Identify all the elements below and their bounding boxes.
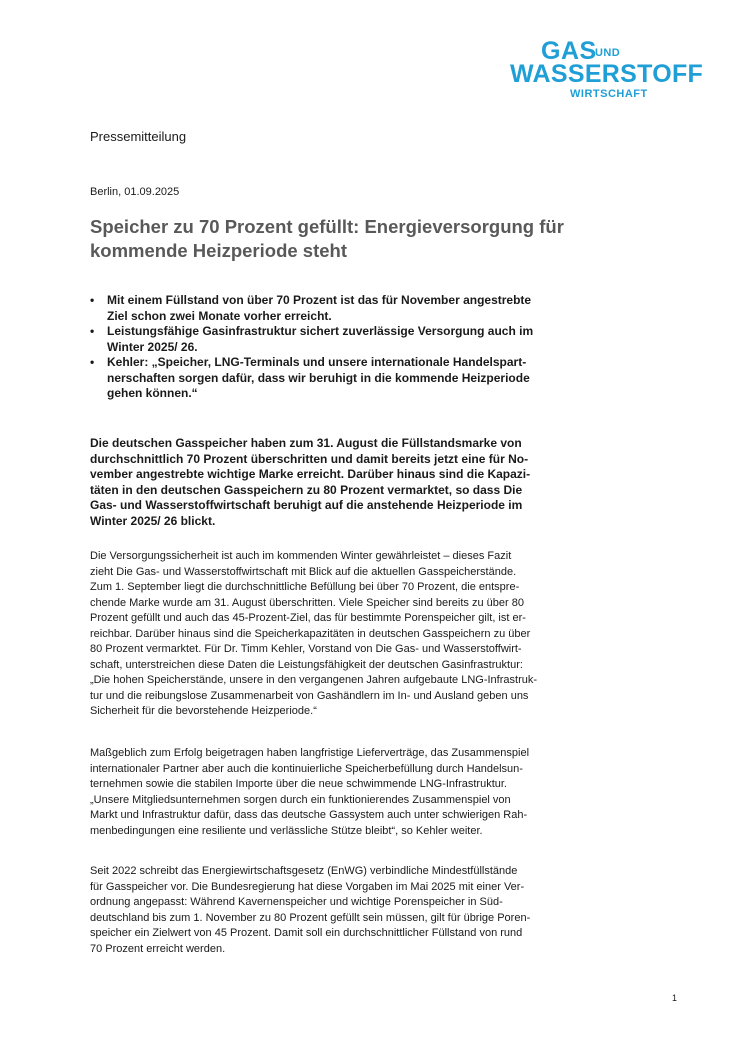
body-paragraph-success-factors <box>90 746 590 839</box>
body-line: internationaler Partner aber auch die kontinuierliche Speicherbefüllung durch Handelsun- <box>90 762 523 775</box>
body-line: Sicherheit für die bevorstehende Heizperiode.“ <box>90 705 317 717</box>
body-line: Seit 2022 schreibt das Energiewirtschaftsgesetz (EnWG) verbindliche Mindestfüllstände <box>90 865 518 877</box>
body-line: schaft, unterstreichen diese Daten die Leistungsfähigkeit der deutschen Gasinfrastruktur: <box>90 658 523 671</box>
bullet-text-line: Winter 2025/ 26. <box>107 339 198 354</box>
document-type-label: Pressemitteilung <box>90 129 187 144</box>
body-line: zieht Die Gas- und Wasserstoffwirtschaft mit Blick auf die aktuellen Gasspeicherstände. <box>90 565 517 578</box>
logo-text-wasserstoff: WASSERSTOFF <box>510 60 704 88</box>
body-line: tur und die reibungslose Zusammenarbeit von Gashändlern im In- und Ausland geben uns <box>90 689 529 702</box>
lead-line: durchschnittlich 70 Prozent überschritten und damit bereits jetzt eine für No- <box>90 451 529 466</box>
body-paragraph-supply-security <box>90 549 590 720</box>
bullet-text-line: Kehler: „Speicher, LNG-Terminals und unsere internationale Handelspart- <box>107 355 527 369</box>
body-line: Maßgeblich zum Erfolg beigetragen haben langfristige Lieferverträge, das Zusammenspiel <box>90 747 530 759</box>
dateline: Berlin, 01.09.2025 <box>90 186 180 198</box>
logo-text-wirtschaft: WIRTSCHAFT <box>570 88 648 100</box>
body-line: Prozent gefüllt und auch das 45-Prozent-Ziel, das für bestimmte Porenspeicher gilt, ist er- <box>90 612 526 624</box>
lead-line: Die deutschen Gasspeicher haben zum 31. August die Füllstandsmarke von <box>90 436 522 450</box>
body-line: chende Marke wurde am 31. August überschritten. Viele Speicher sind bereits zu über 80 <box>90 596 524 609</box>
lead-paragraph <box>90 436 582 529</box>
body-line: ordnung angepasst: Während Kavernenspeicher und wichtige Porenspeicher in Süd- <box>90 896 503 908</box>
press-release-headline <box>90 215 590 263</box>
bullet-text-line: Ziel schon zwei Monate vorher erreicht. <box>107 308 332 323</box>
body-line: reichbar. Darüber hinaus sind die Speicherkapazitäten in deutschen Gasspeichern zu über <box>90 627 531 640</box>
bullet-icon: • <box>90 293 95 307</box>
key-point-item <box>90 324 570 355</box>
bullet-icon: • <box>90 324 95 338</box>
body-line: Markt und Infrastruktur dafür, dass das deutsche Gassystem auch unter schwierigen Rah- <box>90 809 528 821</box>
lead-line: vember angestrebte wichtige Marke erreicht. Darüber hinaus sind die Kapazi- <box>90 467 531 481</box>
bullet-text-line: Leistungsfähige Gasinfrastruktur sichert zuverlässige Versorgung auch im <box>107 324 534 338</box>
body-line: menbedingungen eine resiliente und verlässliche Stütze bleibt“, so Kehler weiter. <box>90 824 483 837</box>
body-line: 70 Prozent erreicht werden. <box>90 942 226 955</box>
logo-text-und: UND <box>595 47 621 59</box>
body-line: Zum 1. September liegt die durchschnittliche Befüllung bei über 70 Prozent, die entspre- <box>90 581 520 593</box>
bullet-text-line: nerschaften sorgen dafür, dass wir beruhigt in die kommende Heizperiode <box>107 370 530 385</box>
body-line: „Unsere Mitgliedsunternehmen sorgen durch ein funktionierendes Zusammenspiel von <box>90 793 511 806</box>
bullet-icon: • <box>90 355 95 369</box>
headline-line: Speicher zu 70 Prozent gefüllt: Energieversorgung für <box>90 216 564 237</box>
headline-line: kommende Heizperiode steht <box>90 240 348 261</box>
body-line: deutschland bis zum 1. November zu 80 Prozent gefüllt sein müssen, gilt für übrige Poren- <box>90 911 531 924</box>
body-line: Die Versorgungssicherheit ist auch im kommenden Winter gewährleistet – dieses Fazit <box>90 550 512 562</box>
organization-logo <box>510 38 710 102</box>
logo-text-gas: GAS <box>541 37 597 65</box>
lead-line: Gas- und Wasserstoffwirtschaft beruhigt auf die anstehende Heizperiode im <box>90 498 523 512</box>
body-line: 80 Prozent vermarktet. Für Dr. Timm Kehler, Vorstand von Die Gas- und Wasserstoffwirt- <box>90 643 522 655</box>
body-paragraph-legal-requirements <box>90 864 590 957</box>
bullet-text-line: Mit einem Füllstand von über 70 Prozent ist das für November angestrebte <box>107 293 532 307</box>
lead-line: täten in den deutschen Gasspeichern zu 80 Prozent vermarktet, so dass Die <box>90 482 523 497</box>
body-line: für Gasspeicher vor. Die Bundesregierung hat diese Vorgaben im Mai 2025 mit einer Ver- <box>90 880 525 893</box>
key-point-item <box>90 355 570 402</box>
body-line: ternehmen sowie die stabilen Importe über die neue schwimmende LNG-Infrastruktur. <box>90 778 507 790</box>
page-number: 1 <box>672 993 678 1003</box>
bullet-text-line: gehen können.“ <box>107 386 198 400</box>
body-line: speicher ein Zielwert von 45 Prozent. Damit soll ein durchschnittlicher Füllstand von rund <box>90 927 523 939</box>
lead-line: Winter 2025/ 26 blickt. <box>90 513 216 528</box>
key-points-list <box>90 293 570 402</box>
key-point-item <box>90 293 570 324</box>
body-line: „Die hohen Speicherstände, unsere in den vergangenen Jahren aufgebaute LNG-Infrastruk- <box>90 674 538 686</box>
